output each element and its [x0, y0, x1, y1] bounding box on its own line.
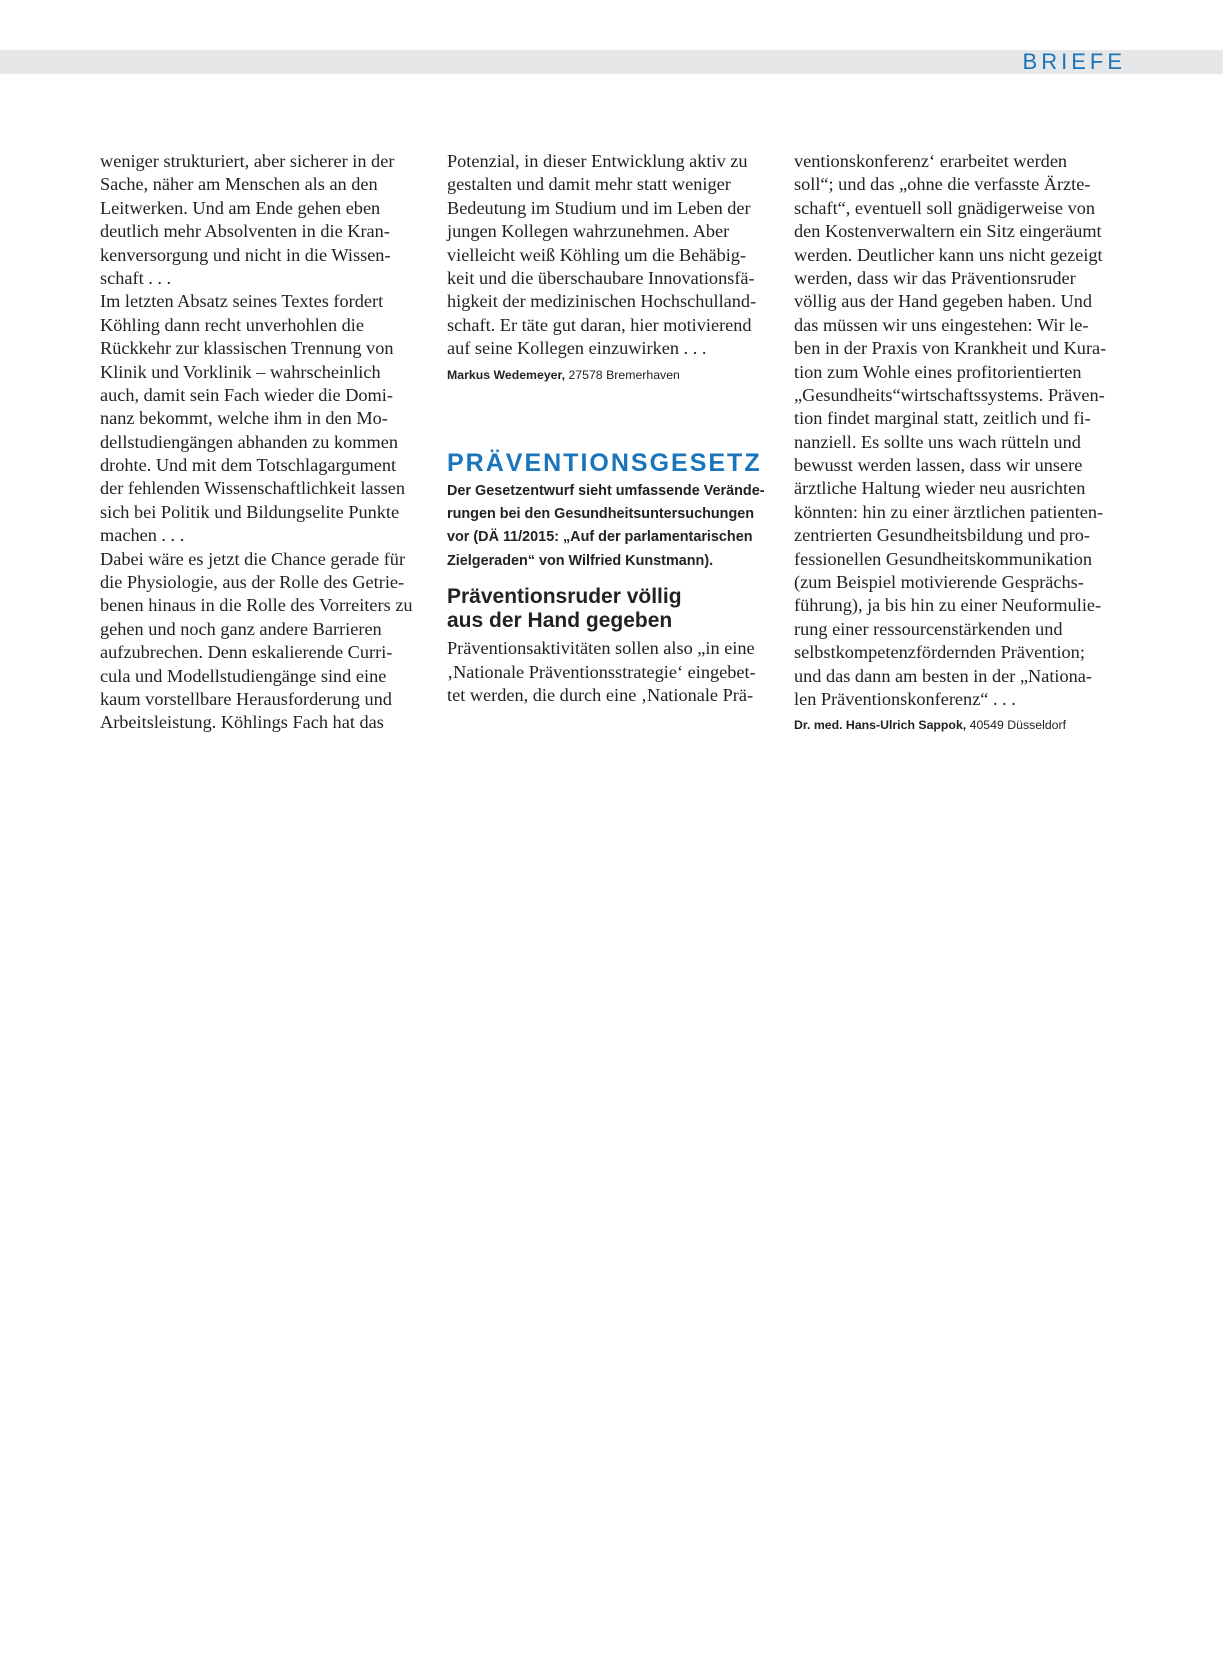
byline-author: Dr. med. Hans-Ulrich Sappok, — [794, 718, 967, 733]
text-line: tion findet marginal statt, zeitlich und fi- — [794, 408, 1091, 429]
text-line: der fehlenden Wissenschaftlichkeit lassen — [100, 478, 406, 499]
text-line: vielleicht weiß Köhling um die Behäbig- — [447, 244, 747, 265]
text-line: soll“; und das „ohne die verfasste Ärzte- — [794, 174, 1091, 195]
text-line: tet werden, die durch eine ‚Nationale Prä- — [447, 684, 754, 705]
text-line: könnten: hin zu einer ärztlichen patienten- — [794, 501, 1104, 522]
text-line: auch, damit sein Fach wieder die Domi- — [100, 384, 393, 405]
column-3 — [794, 150, 1122, 734]
text-line: Arbeitsleistung. Köhlings Fach hat das — [100, 712, 384, 733]
text-line: Sache, näher am Menschen als an den — [100, 174, 378, 195]
text-line: zentrierten Gesundheitsbildung und pro- — [794, 525, 1090, 546]
text-line: keit und die überschaubare Innovationsfä- — [447, 267, 755, 288]
text-line: len Präventionskonferenz“ . . . — [794, 688, 1016, 709]
text-line: Rückkehr zur klassischen Trennung von — [100, 338, 394, 359]
letter-byline — [447, 366, 772, 384]
text-line: schaft . . . — [100, 267, 172, 288]
text-line: das müssen wir uns eingestehen: Wir le- — [794, 314, 1089, 335]
text-line: Präventionsaktivitäten sollen also „in eine — [447, 638, 755, 659]
text-line: kaum vorstellbare Herausforderung und — [100, 688, 392, 709]
text-line: Potenzial, in dieser Entwicklung aktiv zu — [447, 151, 748, 171]
letter-ending-text — [447, 150, 772, 361]
text-line: gehen und noch ganz andere Barrieren — [100, 618, 382, 639]
text-line: selbstkompetenzfördernden Prävention; — [794, 642, 1085, 663]
text-line: und das dann am besten in der „Nationa- — [794, 665, 1092, 686]
text-line: führung), ja bis hin zu einer Neuformulie- — [794, 595, 1102, 616]
text-line: ben in der Praxis von Krankheit und Kura- — [794, 338, 1107, 359]
text-line: Bedeutung im Studium und im Leben der — [447, 197, 751, 218]
text-line: dellstudiengängen abhanden zu kommen — [100, 431, 398, 452]
headline-line: Präventionsruder völlig — [447, 585, 682, 609]
text-line: Dabei wäre es jetzt die Chance gerade für — [100, 548, 406, 569]
byline-author: Markus Wedemeyer, — [447, 367, 566, 382]
text-line: nanz bekommt, welche ihm in den Mo- — [100, 408, 388, 429]
text-line: „Gesundheits“wirtschaftssystems. Präven- — [794, 384, 1105, 405]
text-line: bewusst werden lassen, dass wir unsere — [794, 455, 1083, 476]
text-line: nanziell. Es sollte uns wach rütteln und — [794, 431, 1081, 452]
text-line: werden. Deutlicher kann uns nicht gezeigt — [794, 244, 1103, 265]
text-line: Im letzten Absatz seines Textes fordert — [100, 291, 384, 312]
text-line: jungen Kollegen wahrzunehmen. Aber — [447, 221, 730, 242]
byline-place: 40549 Düsseldorf — [969, 718, 1067, 733]
text-line: werden, dass wir das Präventionsruder — [794, 267, 1076, 288]
text-line: ‚Nationale Präventionsstrategie‘ eingebet- — [447, 661, 756, 682]
lead-line: rungen bei den Gesundheitsuntersuchungen — [447, 505, 755, 522]
text-line: schaft“, eventuell soll gnädigerweise von — [794, 197, 1096, 218]
text-line: machen . . . — [100, 525, 185, 546]
text-line: kenversorgung und nicht in die Wissen- — [100, 244, 391, 265]
letter-headline — [447, 585, 772, 633]
text-line: gestalten und damit mehr statt weniger — [447, 174, 731, 195]
lead-line: vor (DÄ 11/2015: „Auf der parlamentarischen — [447, 529, 753, 546]
text-line: auf seine Kollegen einzuwirken . . . — [447, 338, 707, 359]
text-line: tion zum Wohle eines profitorientierten — [794, 361, 1082, 382]
text-line: sich bei Politik und Bildungselite Punkte — [100, 501, 400, 522]
headline-line: aus der Hand gegeben — [447, 609, 673, 633]
letter-body-text — [447, 637, 772, 707]
column-2 — [447, 150, 772, 707]
text-line: benen hinaus in die Rolle des Vorreiters zu — [100, 595, 413, 616]
text-line: rung einer ressourcenstärkenden und — [794, 618, 1063, 639]
text-line: (zum Beispiel motivierende Gesprächs- — [794, 572, 1084, 593]
text-line: weniger strukturiert, aber sicherer in der — [100, 151, 395, 171]
text-line: cula und Modellstudiengänge sind eine — [100, 665, 387, 686]
column-1 — [100, 150, 432, 735]
text-line: higkeit der medizinischen Hochschulland- — [447, 291, 757, 312]
text-line: ventionskonferenz‘ erarbeitet werden — [794, 151, 1068, 171]
text-line: den Kostenverwaltern ein Sitz eingeräumt — [794, 221, 1102, 242]
text-line: schaft. Er täte gut daran, hier motivierend — [447, 314, 752, 335]
lead-line: Der Gesetzentwurf sieht umfassende Verände- — [447, 482, 765, 499]
lead-line: Zielgeraden“ von Wilfried Kunstmann). — [447, 552, 714, 569]
text-line: die Physiologie, aus der Rolle des Getrie- — [100, 572, 405, 593]
letter-byline — [794, 716, 1122, 734]
text-line: fessionellen Gesundheitskommunikation — [794, 548, 1093, 569]
topic-heading: PRÄVENTIONSGESETZ — [447, 448, 762, 477]
letter-continuation-text — [100, 150, 432, 735]
text-line: drohte. Und mit dem Totschlagargument — [100, 455, 397, 476]
section-label: BRIEFE — [1022, 49, 1126, 74]
text-line: Köhling dann recht unverhohlen die — [100, 314, 364, 335]
text-line: Leitwerken. Und am Ende gehen eben — [100, 197, 381, 218]
letter-continuation-text — [794, 150, 1122, 711]
text-line: Klinik und Vorklinik – wahrscheinlich — [100, 361, 381, 382]
text-line: aufzubrechen. Denn eskalierende Curri- — [100, 642, 393, 663]
text-line: ärztliche Haltung wieder neu ausrichten — [794, 478, 1086, 499]
text-line: völlig aus der Hand gegeben haben. Und — [794, 291, 1092, 312]
text-line: deutlich mehr Absolventen in die Kran- — [100, 221, 390, 242]
byline-place: 27578 Bremerhaven — [568, 367, 680, 382]
topic-lead — [447, 480, 772, 574]
